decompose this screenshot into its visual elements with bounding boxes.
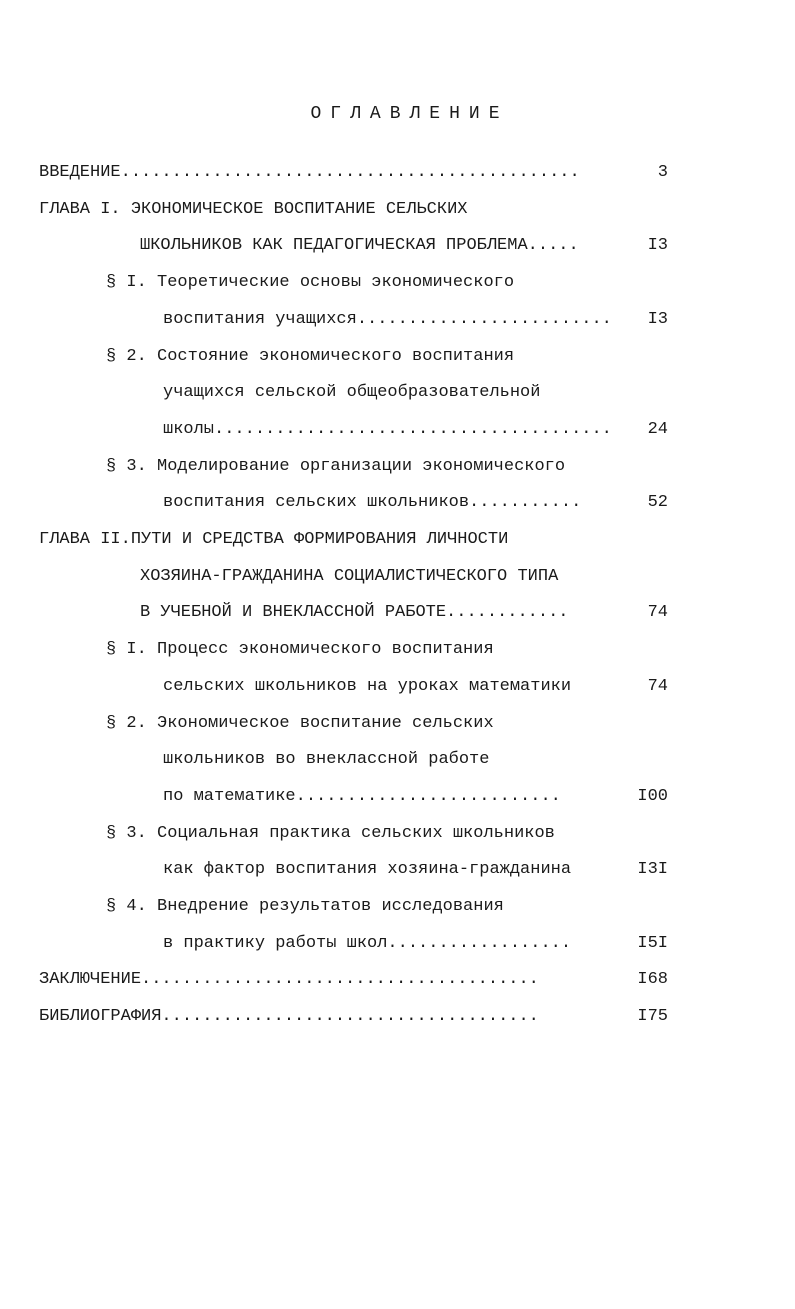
toc-entry-text: воспитания сельских школьников........... — [163, 493, 582, 513]
toc-entry-text: школы....................................... — [163, 419, 612, 439]
toc-entry-text: как фактор воспитания хозяина-гражданина — [163, 860, 572, 880]
toc-entry-text: § 2. Состояние экономического воспитания — [106, 346, 515, 366]
toc-page-number: 3 — [657, 163, 668, 182]
toc-page-number: I68 — [637, 970, 668, 990]
toc-page-number: 24 — [647, 419, 668, 439]
toc-entry-text: сельских школьников на уроках математики — [163, 676, 572, 696]
toc-entry-text: ГЛАВА I. ЭКОНОМИЧЕСКОЕ ВОСПИТАНИЕ СЕЛЬСКИХ — [39, 199, 468, 219]
toc-page-number: I3 — [647, 309, 668, 329]
toc-entry-text: школьников во внеклассной работе — [163, 750, 490, 770]
toc-entry-text: § 3. Социальная практика сельских школьников — [106, 823, 555, 843]
toc-page-number: I3 — [647, 236, 668, 256]
toc-entry-text: § I. Теоретические основы экономического — [106, 273, 515, 293]
toc-page-number: I75 — [637, 1007, 668, 1027]
toc-entry-text: по математике.......................... — [163, 786, 561, 806]
toc-entry-text: ЗАКЛЮЧЕНИЕ....................................... — [39, 970, 539, 990]
toc-entry-text: § 2. Экономическое воспитание сельских — [106, 713, 494, 733]
toc-entry-text: в практику работы школ.................. — [163, 933, 572, 953]
page-title: ОГЛАВЛЕНИЕ — [310, 104, 509, 124]
toc-entry-text: § I. Процесс экономического воспитания — [106, 640, 494, 660]
toc-entry-text: ВВЕДЕНИЕ............................................. — [39, 163, 580, 182]
toc-page-number: I3I — [637, 860, 668, 880]
toc-entry-text: воспитания учащихся......................... — [163, 309, 612, 329]
toc-entry-text: § 3. Моделирование организации экономического — [106, 456, 566, 476]
toc-page-number: 52 — [647, 493, 668, 513]
toc-entry-text: ХОЗЯИНА-ГРАЖДАНИНА СОЦИАЛИСТИЧЕСКОГО ТИПА — [140, 566, 559, 586]
toc-entry-text: ШКОЛЬНИКОВ КАК ПЕДАГОГИЧЕСКАЯ ПРОБЛЕМА..... — [140, 236, 579, 256]
toc-entry-text: В УЧЕБНОЙ И ВНЕКЛАССНОЙ РАБОТЕ............ — [140, 603, 569, 623]
toc-entry-text: § 4. Внедрение результатов исследования — [106, 897, 504, 916]
toc-page-number: 74 — [647, 676, 668, 696]
toc-entry-text: ГЛАВА II.ПУТИ И СРЕДСТВА ФОРМИРОВАНИЯ ЛИЧНОСТИ — [39, 530, 509, 549]
toc-page-number: I5I — [637, 933, 668, 953]
toc-entry-text: БИБЛИОГРАФИЯ..................................... — [39, 1007, 539, 1027]
toc-page-number: I00 — [637, 786, 668, 806]
toc-page-number: 74 — [647, 603, 668, 623]
toc-entry-text: учащихся сельской общеобразовательной — [163, 383, 541, 403]
